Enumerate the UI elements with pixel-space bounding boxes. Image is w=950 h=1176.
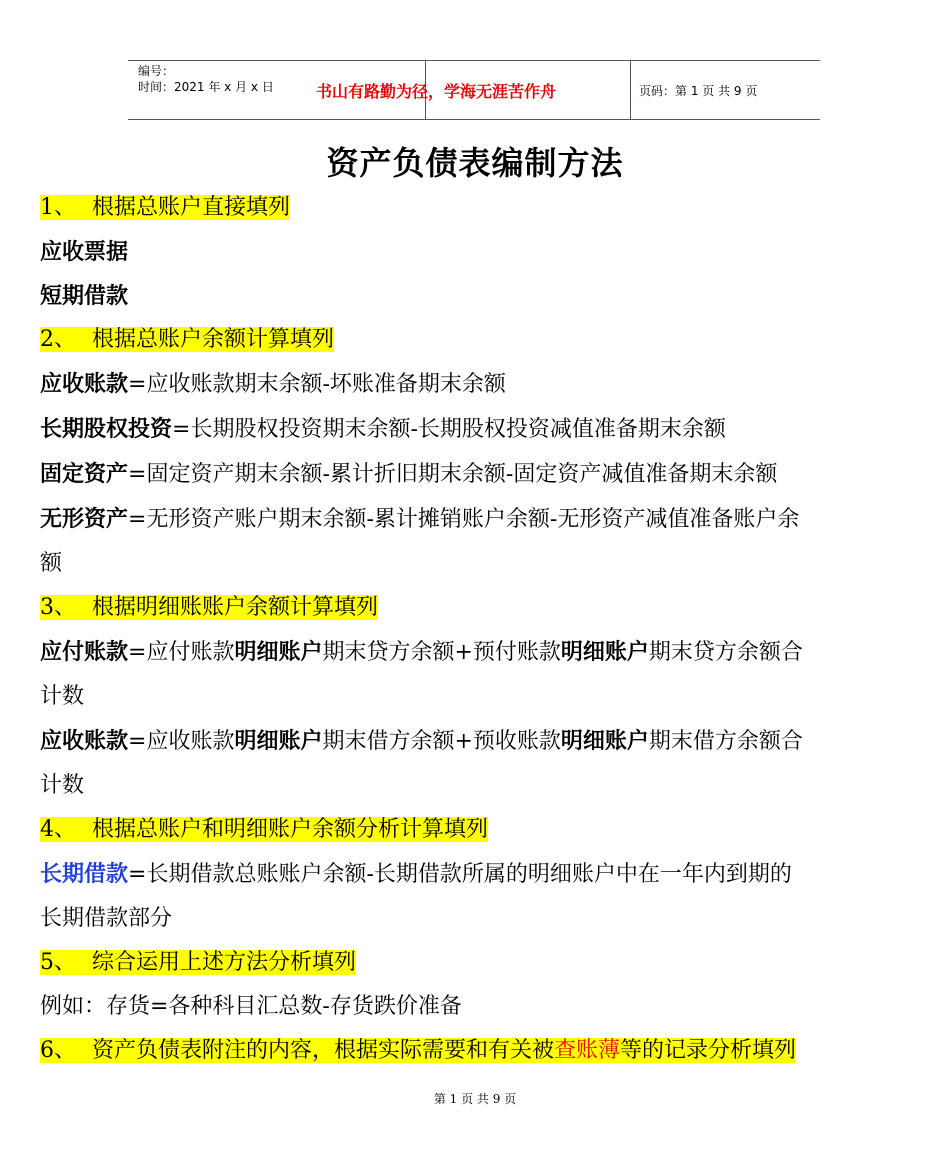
section-heading: 4、 根据总账户和明细账户余额分析计算填列 [40, 817, 489, 842]
formula-line: 应收账款=应收账款期末余额-坏账准备期末余额 [40, 371, 506, 397]
example-line: 例如：存货=各种科目汇总数-存货跌价准备 [40, 994, 462, 1019]
section-heading: 3、 根据明细账账户余额计算填列 [40, 595, 379, 620]
list-item: 短期借款 [40, 283, 129, 309]
section-heading: 6、 资产负债表附注的内容，根据实际需要和有关被查账薄等的记录分析填列 [40, 1038, 797, 1063]
document-title: 资产负债表编制方法 [326, 144, 624, 182]
section-heading: 1、 根据总账户直接填列 [40, 195, 291, 220]
formula-line-continued: 计数 [40, 684, 85, 709]
formula-line: 无形资产=无形资产账户期末余额-累计摊销账户余额-无形资产减值准备账户余 [40, 506, 800, 532]
header-page-number: 页码：第 1 页 共 9 页 [639, 84, 758, 98]
formula-line: 固定资产=固定资产期末余额-累计折旧期末余额-固定资产减值准备期末余额 [40, 461, 778, 487]
document-body [40, 186, 912, 1073]
header-meta [138, 63, 310, 117]
formula-line-continued: 计数 [40, 773, 85, 798]
document-time-label: 时间：2021 年 x 月 x 日 [138, 80, 274, 94]
header-divider [630, 61, 631, 119]
page-footer: 第 1 页 共 9 页 [433, 1092, 517, 1106]
header-motto: 书山有路勤为径，学海无涯苦作舟 [316, 82, 557, 101]
page-header [128, 60, 820, 120]
list-item: 应收票据 [40, 239, 129, 265]
section-heading: 2、 根据总账户余额计算填列 [40, 327, 335, 352]
formula-line: 应收账款=应收账款明细账户期末借方余额+预收账款明细账户期末借方余额合 [40, 728, 803, 754]
document-number-label: 编号： [138, 64, 175, 78]
formula-line-continued: 额 [40, 551, 63, 576]
formula-line: 长期借款=长期借款总账账户余额-长期借款所属的明细账户中在一年内到期的 [40, 861, 792, 887]
formula-line-continued: 长期借款部分 [40, 906, 173, 931]
section-heading: 5、 综合运用上述方法分析填列 [40, 950, 357, 975]
formula-line: 长期股权投资=长期股权投资期末余额-长期股权投资减值准备期末余额 [40, 416, 726, 442]
formula-line: 应付账款=应付账款明细账户期末贷方余额+预付账款明细账户期末贷方余额合 [40, 639, 803, 665]
